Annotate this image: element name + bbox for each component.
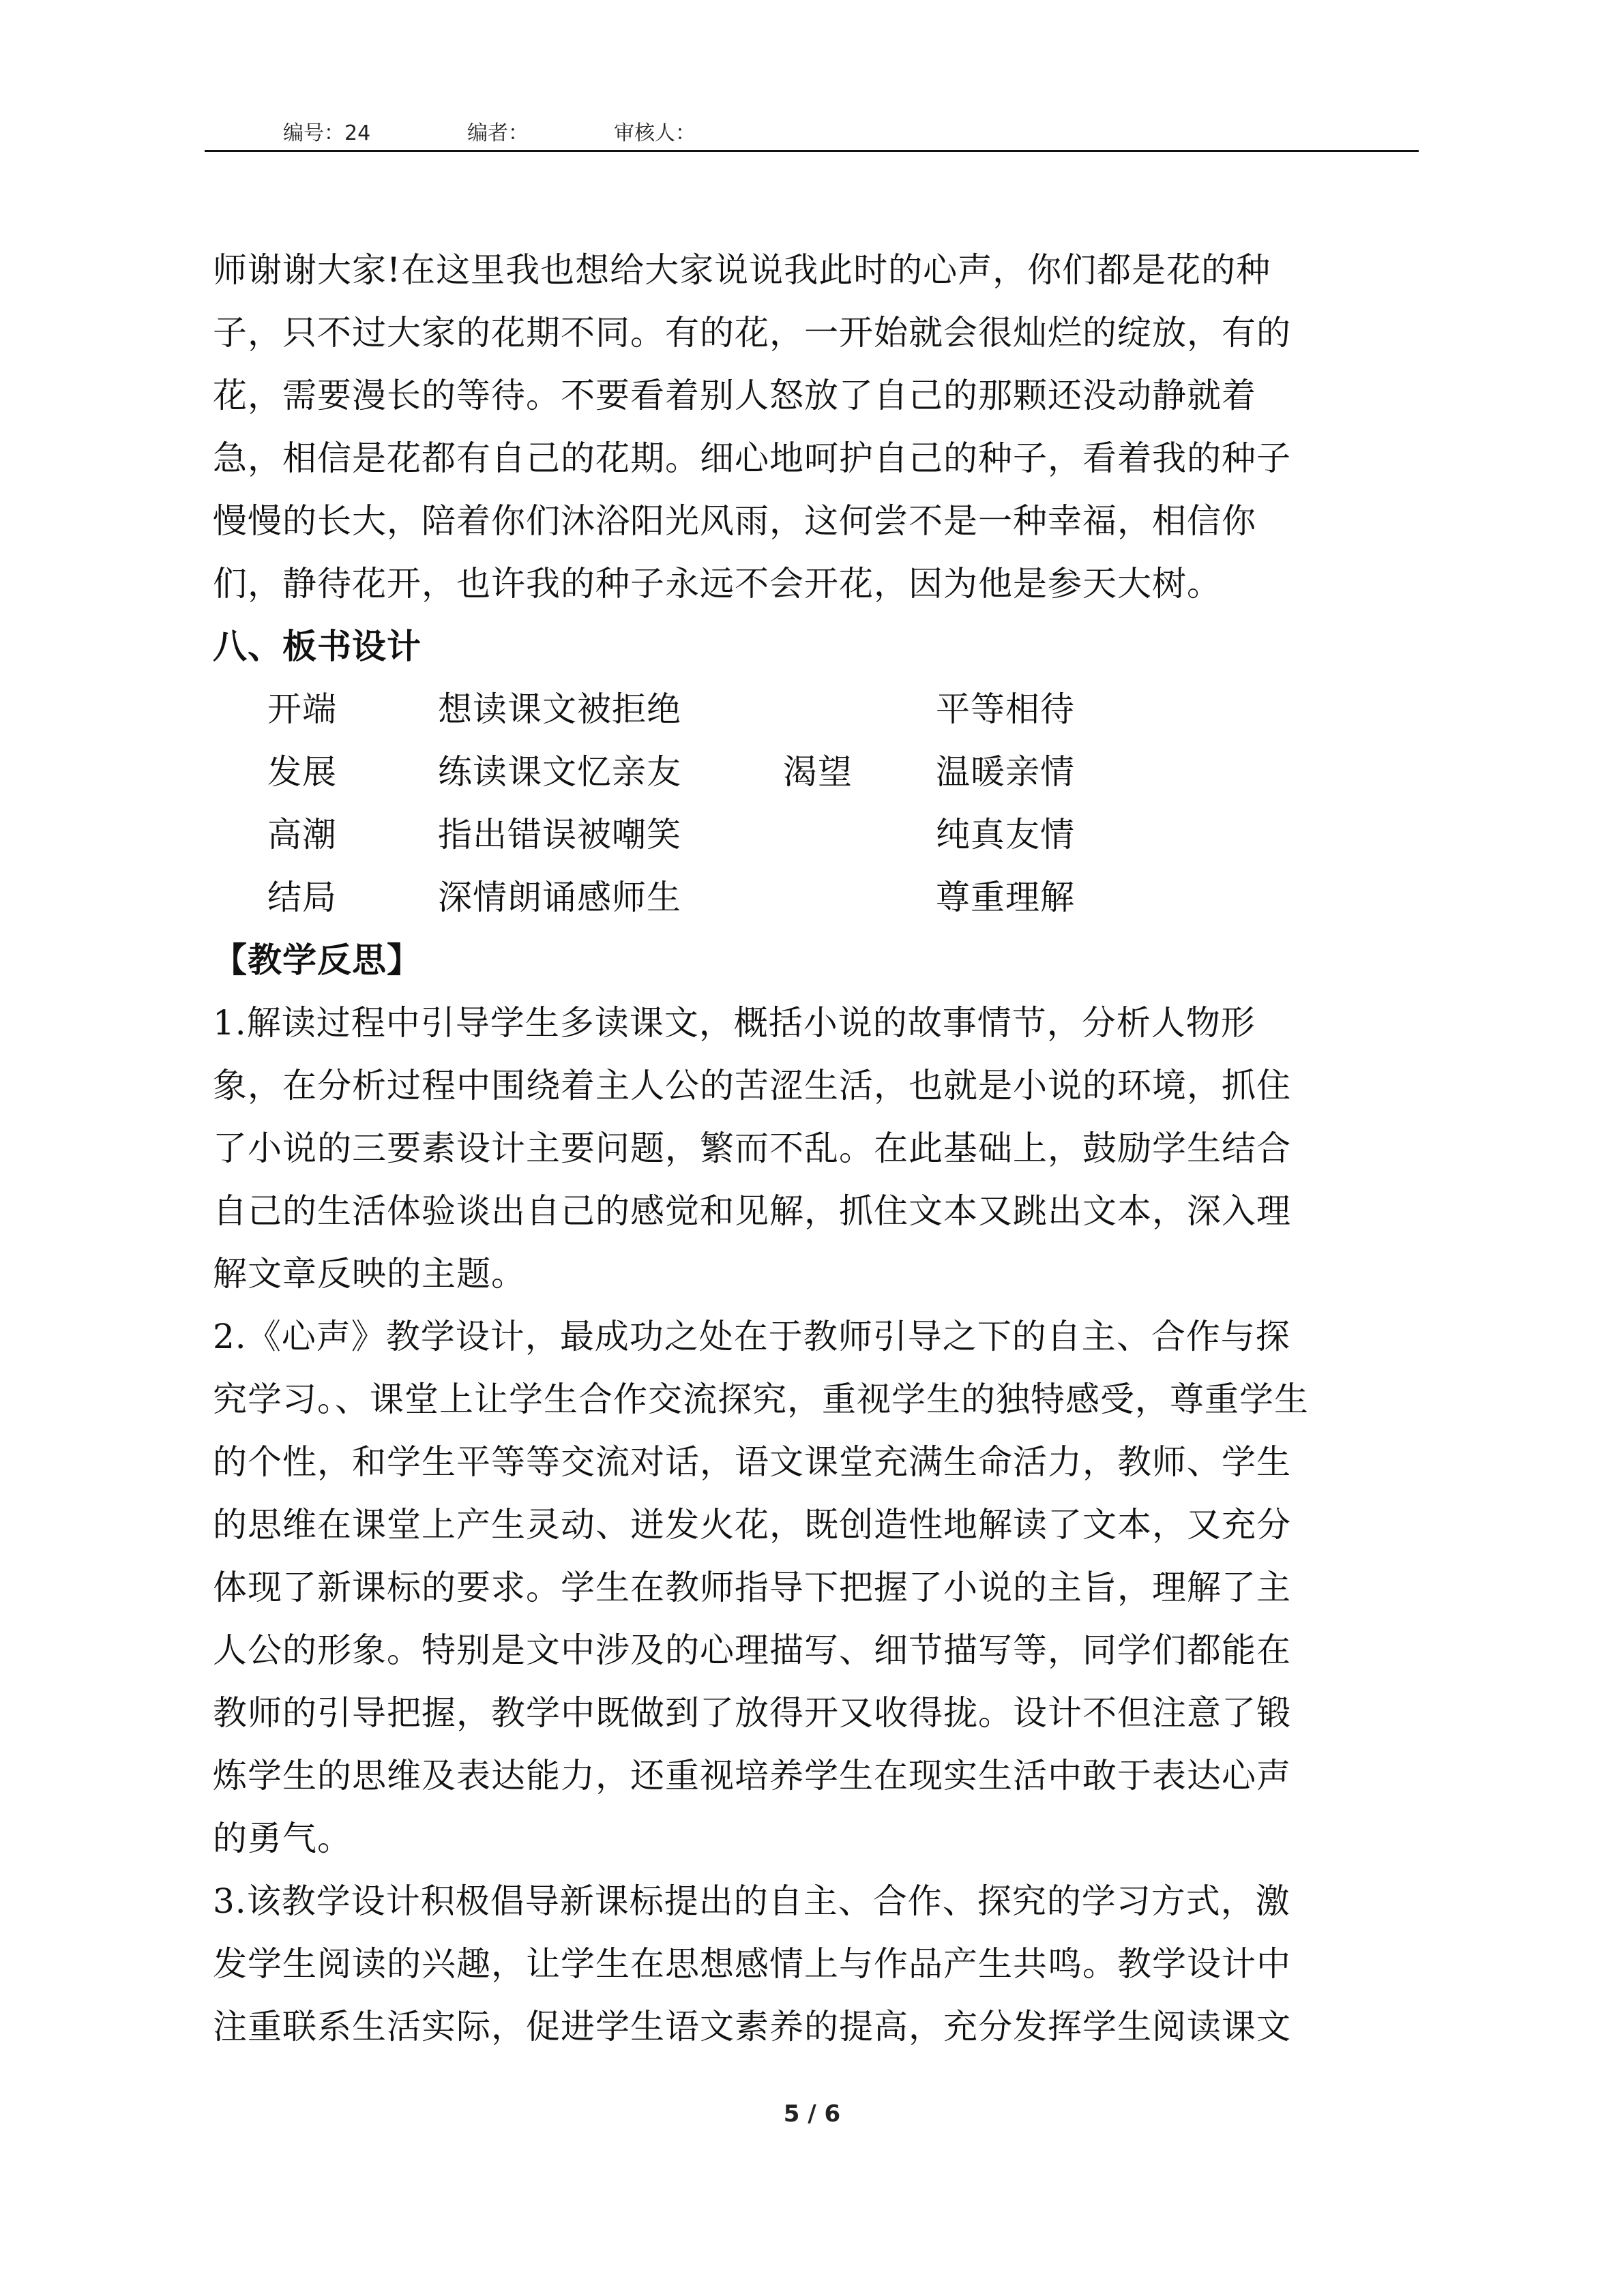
intro-paragraph — [213, 239, 1413, 615]
text-line: 的勇气。 — [213, 1819, 352, 1858]
text-line: 体现了新课标的要求。学生在教师指导下把握了小说的主旨，理解了主 — [213, 1568, 1291, 1607]
text-line: 子，只不过大家的花期不同。有的花，一开始就会很灿烂的绽放，有的 — [213, 313, 1291, 353]
text-line: 发学生阅读的兴趣，让学生在思想感情上与作品产生共鸣。教学设计中 — [213, 1944, 1291, 1984]
board-stage: 结局 — [267, 878, 337, 917]
board-theme: 温暖亲情 — [936, 752, 1075, 792]
text-line: 人公的形象。特别是文中涉及的心理描写、细节描写等，同学们都能在 — [213, 1630, 1291, 1670]
text-line: 象，在分析过程中围绕着主人公的苦涩生活，也就是小说的环境，抓住 — [213, 1066, 1291, 1105]
board-theme: 纯真友情 — [936, 815, 1075, 854]
page-number: 5 / 6 — [783, 2100, 841, 2128]
board-row — [213, 741, 1413, 803]
text-line: 教师的引导把握，教学中既做到了放得开又收得拢。设计不但注意了锻 — [213, 1693, 1291, 1733]
text-line: 自己的生活体验谈出自己的感觉和见解，抓住文本又跳出文本，深入理 — [213, 1191, 1291, 1231]
text-line: 注重联系生活实际，促进学生语文素养的提高，充分发挥学生阅读课文 — [213, 2007, 1291, 2046]
board-design-heading: 八、板书设计 — [213, 627, 422, 666]
text-line: 究学习。、课堂上让学生合作交流探究，重视学生的独特感受，尊重学生 — [213, 1380, 1309, 1419]
board-design-table — [213, 678, 1413, 929]
board-row — [213, 803, 1413, 866]
board-row — [213, 866, 1413, 929]
text-line: 花，需要漫长的等待。不要看着别人怒放了自己的那颗还没动静就着 — [213, 376, 1256, 415]
text-line: 解文章反映的主题。 — [213, 1254, 526, 1294]
text-line: 1.解读过程中引导学生多读课文，概括小说的故事情节，分析人物形 — [213, 1003, 1256, 1043]
text-line: 炼学生的思维及表达能力，还重视培养学生在现实生活中敢于表达心声 — [213, 1756, 1291, 1795]
board-event: 练读课文忆亲友 — [438, 752, 681, 792]
text-line: 3.该教学设计积极倡导新课标提出的自主、合作、探究的学习方式，激 — [213, 1881, 1290, 1921]
reflection-heading: 【教学反思】 — [213, 940, 422, 980]
text-line: 的个性，和学生平等等交流对话，语文课堂充满生命活力，教师、学生 — [213, 1442, 1291, 1482]
board-theme: 平等相待 — [936, 689, 1075, 729]
board-event: 深情朗诵感师生 — [438, 878, 681, 917]
text-line: 急，相信是花都有自己的花期。细心地呵护自己的种子，看着我的种子 — [213, 438, 1291, 478]
text-line: 了小说的三要素设计主要问题，繁而不乱。在此基础上，鼓励学生结合 — [213, 1129, 1291, 1168]
header-number: 编号：24 — [283, 121, 371, 145]
page-header — [205, 102, 1419, 152]
board-center: 渴望 — [783, 752, 853, 792]
text-line: 们，静待花开，也许我的种子永远不会开花，因为他是参天大树。 — [213, 564, 1222, 603]
text-line: 师谢谢大家!在这里我也想给大家说说我此时的心声，你们都是花的种 — [213, 250, 1271, 290]
reflection-paragraphs — [213, 992, 1413, 2058]
header-reviewer: 审核人： — [614, 121, 696, 145]
board-theme: 尊重理解 — [936, 878, 1075, 917]
board-stage: 高潮 — [267, 815, 337, 854]
board-stage: 开端 — [267, 689, 337, 729]
board-stage: 发展 — [267, 752, 337, 792]
board-event: 指出错误被嘲笑 — [438, 815, 681, 854]
text-line: 的思维在课堂上产生灵动、迸发火花，既创造性地解读了文本，又充分 — [213, 1505, 1291, 1545]
document-body — [213, 239, 1413, 2058]
board-event: 想读课文被拒绝 — [438, 689, 681, 729]
text-line: 慢慢的长大，陪着你们沐浴阳光风雨，这何尝不是一种幸福，相信你 — [213, 501, 1256, 541]
board-row — [213, 678, 1413, 741]
header-editor: 编者： — [467, 121, 529, 145]
text-line: 2.《心声》教学设计，最成功之处在于教师引导之下的自主、合作与探 — [213, 1317, 1290, 1356]
